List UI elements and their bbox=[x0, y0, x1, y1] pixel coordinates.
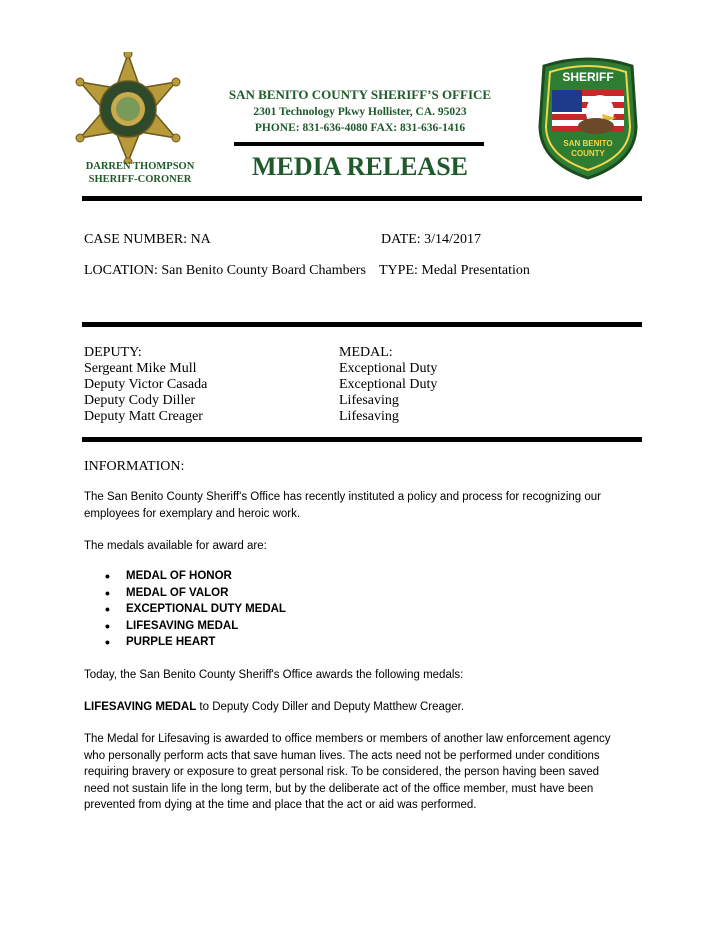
patch-top-text: SHERIFF bbox=[562, 70, 614, 84]
lifesaving-recipients: to Deputy Cody Diller and Deputy Matthew Creager. bbox=[196, 701, 465, 713]
sheriff-name: DARREN THOMPSON bbox=[85, 161, 195, 172]
divider-bottom bbox=[82, 437, 642, 442]
deputy-row: Deputy Victor Casada bbox=[84, 377, 208, 392]
medal-column bbox=[339, 345, 437, 425]
case-location: LOCATION: San Benito County Board Chambers bbox=[84, 263, 366, 278]
office-name: SAN BENITO COUNTY SHERIFF’S OFFICE bbox=[228, 87, 492, 102]
lifesaving-label: LIFESAVING MEDAL bbox=[84, 701, 197, 713]
description-line: requiring bravery or exposure to great personal risk. To be considered, the person having been saved bbox=[84, 766, 600, 778]
medal-row: Lifesaving bbox=[339, 409, 399, 424]
description-line: who personally perform acts that save human lives. The acts need not be performed under conditions bbox=[84, 749, 600, 762]
awards-intro: Today, the San Benito County Sheriff's Office awards the following medals: bbox=[84, 669, 464, 681]
case-date: DATE: 3/14/2017 bbox=[381, 232, 481, 247]
case-type: TYPE: Medal Presentation bbox=[379, 263, 530, 278]
lifesaving-award-line bbox=[84, 699, 464, 716]
divider-middle bbox=[82, 322, 642, 327]
description-line: The Medal for Lifesaving is awarded to office members or members of another law enforcement agency bbox=[84, 733, 611, 745]
description-line: need not sustain life in the long term, but by the deliberate act of the office member, must have been bbox=[84, 782, 594, 795]
release-title: MEDIA RELEASE bbox=[252, 152, 468, 181]
deputy-row: Sergeant Mike Mull bbox=[84, 361, 197, 376]
information-heading: INFORMATION: bbox=[84, 459, 185, 474]
medal-row: Lifesaving bbox=[339, 393, 399, 408]
header-underline bbox=[234, 142, 484, 146]
list-item: • MEDAL OF HONOR bbox=[126, 568, 286, 585]
list-item: • EXCEPTIONAL DUTY MEDAL bbox=[126, 601, 286, 618]
deputy-row: Deputy Cody Diller bbox=[84, 393, 196, 408]
medal-row: Exceptional Duty bbox=[339, 361, 438, 376]
list-item: • PURPLE HEART bbox=[126, 634, 286, 651]
lifesaving-description bbox=[84, 731, 644, 814]
deputy-header: DEPUTY: bbox=[84, 345, 142, 360]
sheriff-title: SHERIFF-CORONER bbox=[88, 174, 192, 185]
deputy-column bbox=[84, 345, 207, 425]
list-item: • MEDAL OF VALOR bbox=[126, 585, 286, 602]
medal-row: Exceptional Duty bbox=[339, 377, 438, 392]
list-item: • LIFESAVING MEDAL bbox=[126, 618, 286, 635]
deputy-row: Deputy Matt Creager bbox=[84, 409, 203, 424]
case-number: CASE NUMBER: NA bbox=[84, 232, 211, 247]
medals-intro: The medals available for award are: bbox=[84, 540, 267, 552]
office-address: 2301 Technology Pkwy Hollister, CA. 95023 bbox=[253, 106, 467, 118]
office-phone-fax: PHONE: 831-636-4080 FAX: 831-636-1416 bbox=[254, 122, 466, 134]
intro-paragraph bbox=[84, 489, 644, 522]
intro-line: employees for exemplary and heroic work. bbox=[84, 507, 301, 520]
medals-list bbox=[88, 568, 286, 651]
medal-header: MEDAL: bbox=[339, 345, 393, 360]
patch-bottom-line2: COUNTY bbox=[571, 149, 605, 158]
divider-top bbox=[82, 196, 642, 201]
patch-bottom-line1: SAN BENITO bbox=[563, 139, 613, 148]
intro-line: The San Benito County Sheriff's Office has recently instituted a policy and process for recognizing our bbox=[84, 491, 601, 503]
description-line: prevented from dying at the time and place that the act or aid was performed. bbox=[84, 799, 477, 811]
